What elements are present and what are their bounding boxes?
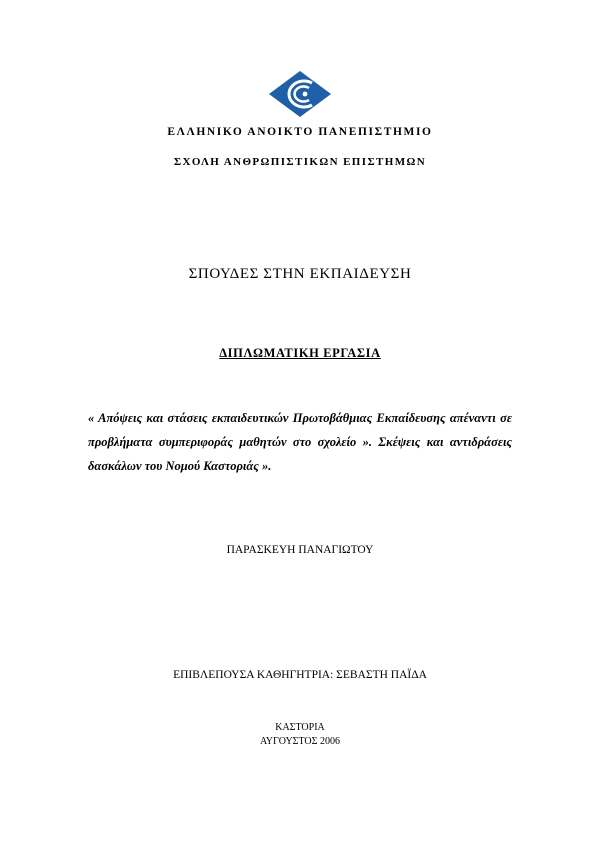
document-type-heading: ΔΙΠΛΩΜΑΤΙΚΗ ΕΡΓΑΣΙΑ	[219, 346, 381, 360]
thesis-title: « Απόψεις και στάσεις εκπαιδευτικών Πρωτοβάθμιας Εκπαίδευσης απέναντι σε προβλήματα συμπεριφοράς μαθητών στο σχολείο ». Σκέψεις και αντιδράσεις δασκάλων του Νομού Καστοριάς ».	[88, 411, 512, 473]
university-name: ΕΛΛΗΝΙΚΟ ΑΝΟΙΚΤΟ ΠΑΝΕΠΙΣΤΗΜΙΟ	[167, 126, 433, 138]
program-name: ΣΠΟΥΔΕΣ ΣΤΗΝ ΕΚΠΑΙΔΕΥΣΗ	[188, 266, 412, 282]
city: ΚΑΣΤΟΡΙΑ	[275, 722, 325, 733]
author-name: ΠΑΡΑΣΚΕΥΗ ΠΑΝΑΓΙΩΤΟΥ	[226, 544, 374, 556]
supervisor-line: ΕΠΙΒΛΕΠΟΥΣΑ ΚΑΘΗΓΗΤΡΙΑ: ΣΕΒΑΣΤΗ ΠΑΪΔΑ	[173, 669, 427, 681]
university-logo-icon	[268, 70, 332, 118]
date: ΑΥΓΟΥΣΤΟΣ 2006	[260, 736, 340, 747]
school-name: ΣΧΟΛΗ ΑΝΘΡΩΠΙΣΤΙΚΩΝ ΕΠΙΣΤΗΜΩΝ	[173, 156, 427, 168]
